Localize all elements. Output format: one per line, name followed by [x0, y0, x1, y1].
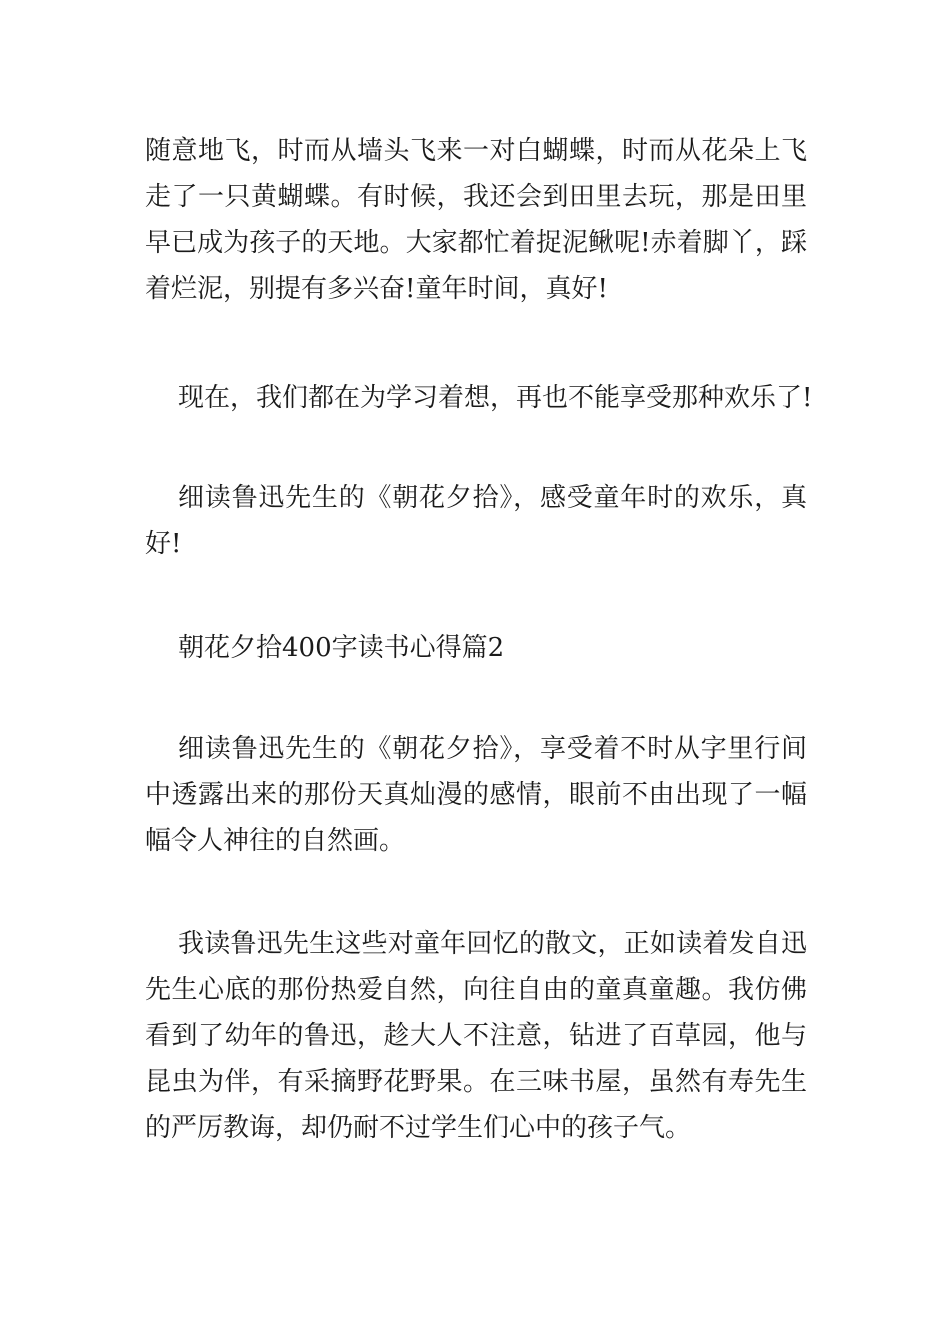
- text-line: 昆虫为伴，有采摘野花野果。在三味书屋，虽然有寿先生: [145, 1067, 807, 1097]
- section-heading: [145, 625, 807, 671]
- text-line: 现在，我们都在为学习着想，再也不能享受那种欢乐了!: [178, 383, 813, 413]
- paragraph-continuation: [145, 128, 807, 312]
- paragraph: [145, 375, 813, 421]
- text-line: 细读鲁迅先生的《朝花夕拾》，感受童年时的欢乐，真: [178, 483, 807, 513]
- text-line: 中透露出来的那份天真灿漫的感情，眼前不由出现了一幅: [145, 780, 807, 810]
- text-line: 的严厉教诲，却仍耐不过学生们心中的孩子气。: [145, 1113, 692, 1143]
- paragraph: [145, 475, 807, 567]
- heading-text: 朝花夕拾400字读书心得篇2: [178, 633, 505, 663]
- text-line: 好!: [145, 529, 182, 559]
- text-line: 早已成为孩子的天地。大家都忙着捉泥鳅呢!赤着脚丫，踩: [145, 228, 807, 258]
- text-line: 先生心底的那份热爱自然，向往自由的童真童趣。我仿佛: [145, 975, 807, 1005]
- paragraph: [145, 921, 807, 1151]
- text-line: 着烂泥，别提有多兴奋!童年时间，真好!: [145, 274, 608, 304]
- text-line: 细读鲁迅先生的《朝花夕拾》，享受着不时从字里行间: [178, 734, 807, 764]
- text-line: 幅令人神往的自然画。: [145, 826, 406, 856]
- paragraph: [145, 726, 807, 864]
- text-line: 走了一只黄蝴蝶。有时候，我还会到田里去玩，那是田里: [145, 182, 807, 212]
- text-line: 随意地飞，时而从墙头飞来一对白蝴蝶，时而从花朵上飞: [145, 136, 807, 166]
- text-line: 我读鲁迅先生这些对童年回忆的散文，正如读着发自迅: [178, 929, 807, 959]
- text-line: 看到了幼年的鲁迅，趁大人不注意，钻进了百草园，他与: [145, 1021, 807, 1051]
